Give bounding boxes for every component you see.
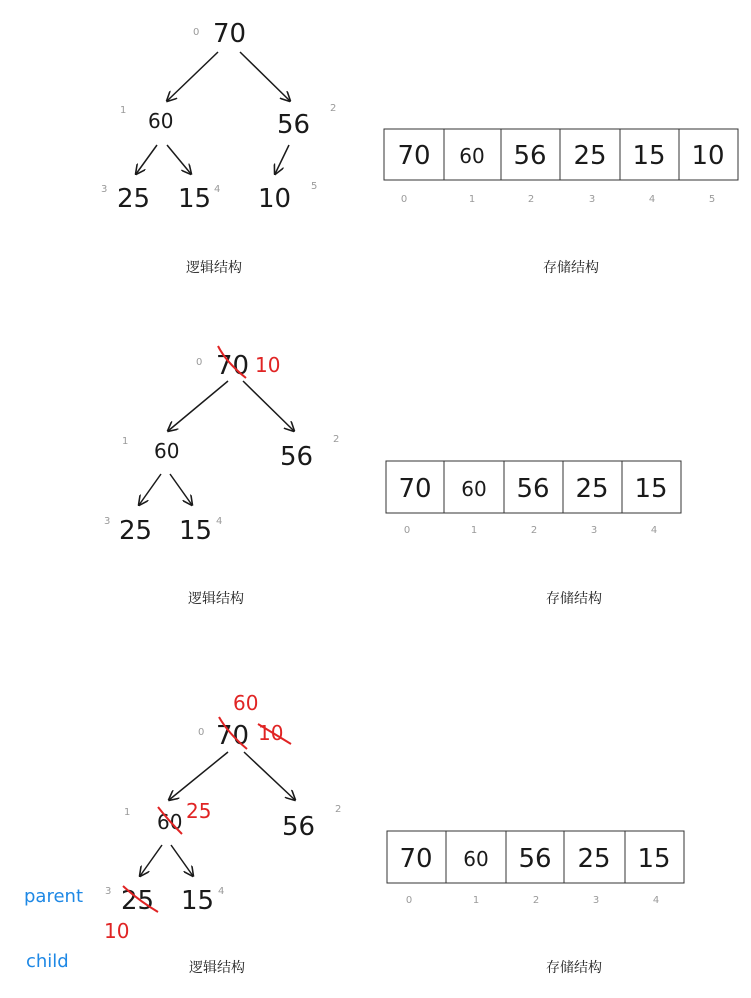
tree-index-4: 4 bbox=[214, 184, 221, 195]
tree-node-1: 60 bbox=[157, 810, 183, 834]
array-value-3: 25 bbox=[577, 844, 611, 874]
array-value-2: 56 bbox=[516, 474, 550, 504]
array-index-3: 3 bbox=[590, 525, 598, 536]
storage-array bbox=[386, 461, 681, 536]
array-index-5: 5 bbox=[708, 194, 716, 205]
tree-index-3: 3 bbox=[104, 516, 111, 527]
tree-index-4: 4 bbox=[216, 516, 223, 527]
array-value-4: 15 bbox=[632, 141, 666, 171]
edge-0-2 bbox=[240, 52, 290, 101]
label-child: child bbox=[26, 951, 69, 972]
edge-0-1 bbox=[167, 52, 218, 101]
tree-index-2: 2 bbox=[335, 804, 342, 815]
caption-logic: 逻辑结构 bbox=[186, 260, 242, 276]
array-index-1: 1 bbox=[470, 525, 478, 536]
edge-0-2 bbox=[244, 752, 295, 800]
tree-index-3: 3 bbox=[105, 886, 112, 897]
tree-index-1: 1 bbox=[120, 105, 127, 116]
node-1-annotation: 25 bbox=[186, 799, 212, 823]
tree-node-4: 15 bbox=[181, 886, 215, 916]
array-value-1: 60 bbox=[459, 144, 485, 168]
array-index-3: 3 bbox=[588, 194, 596, 205]
tree-index-0: 0 bbox=[198, 727, 205, 738]
tree-node-5: 10 bbox=[258, 184, 292, 214]
tree-index-0: 0 bbox=[196, 357, 203, 368]
edge-1-3 bbox=[139, 474, 161, 505]
array-value-0: 70 bbox=[399, 844, 433, 874]
edge-1-4 bbox=[170, 474, 192, 505]
tree-node-3: 25 bbox=[119, 516, 153, 546]
array-index-2: 2 bbox=[532, 895, 540, 906]
array-value-5: 10 bbox=[691, 141, 725, 171]
edge-1-4 bbox=[171, 845, 193, 876]
tree-node-4: 15 bbox=[179, 516, 213, 546]
tree-index-0: 0 bbox=[193, 27, 200, 38]
panel-1 bbox=[101, 19, 738, 276]
tree-node-2: 56 bbox=[280, 442, 314, 472]
array-value-3: 25 bbox=[573, 141, 607, 171]
array-index-1: 1 bbox=[468, 194, 476, 205]
array-index-1: 1 bbox=[472, 895, 480, 906]
tree-index-3: 3 bbox=[101, 184, 108, 195]
array-index-0: 0 bbox=[405, 895, 413, 906]
node-3-annotation: 10 bbox=[104, 919, 130, 943]
array-value-2: 56 bbox=[518, 844, 552, 874]
array-value-2: 56 bbox=[513, 141, 547, 171]
array-index-0: 0 bbox=[403, 525, 411, 536]
tree-index-4: 4 bbox=[218, 886, 225, 897]
tree-node-1: 60 bbox=[154, 439, 180, 463]
label-parent: parent bbox=[24, 886, 84, 907]
array-value-0: 70 bbox=[398, 474, 432, 504]
root-annotation-top: 60 bbox=[233, 691, 259, 715]
storage-array bbox=[387, 831, 684, 906]
storage-array bbox=[384, 129, 738, 205]
caption-logic: 逻辑结构 bbox=[189, 960, 245, 976]
edge-0-1 bbox=[168, 381, 228, 431]
tree-index-1: 1 bbox=[124, 807, 131, 818]
caption-storage: 存储结构 bbox=[546, 960, 602, 976]
panel-2 bbox=[104, 346, 681, 607]
tree-node-0: 70 bbox=[216, 351, 250, 381]
caption-logic: 逻辑结构 bbox=[188, 591, 244, 607]
root-annotation-struck: 10 bbox=[258, 721, 284, 745]
tree-index-1: 1 bbox=[122, 436, 129, 447]
array-value-0: 70 bbox=[397, 141, 431, 171]
array-value-3: 25 bbox=[575, 474, 609, 504]
tree-node-0: 70 bbox=[216, 721, 250, 751]
array-index-4: 4 bbox=[652, 895, 660, 906]
array-value-1: 60 bbox=[463, 847, 489, 871]
array-value-1: 60 bbox=[461, 477, 487, 501]
array-index-4: 4 bbox=[648, 194, 656, 205]
array-index-2: 2 bbox=[527, 194, 535, 205]
edge-1-3 bbox=[136, 145, 157, 174]
edge-1-4 bbox=[167, 145, 191, 174]
edge-0-1 bbox=[169, 752, 228, 800]
array-value-4: 15 bbox=[637, 844, 671, 874]
tree-node-4: 15 bbox=[178, 184, 212, 214]
caption-storage: 存储结构 bbox=[543, 260, 599, 276]
tree-node-0: 70 bbox=[213, 19, 247, 49]
tree-node-2: 56 bbox=[282, 812, 316, 842]
tree-index-2: 2 bbox=[333, 434, 340, 445]
array-index-3: 3 bbox=[592, 895, 600, 906]
tree-node-2: 56 bbox=[277, 110, 311, 140]
array-index-2: 2 bbox=[530, 525, 538, 536]
root-replacement: 10 bbox=[255, 353, 281, 377]
tree-node-3: 25 bbox=[117, 184, 151, 214]
tree-node-1: 60 bbox=[148, 109, 174, 133]
tree-index-5: 5 bbox=[311, 181, 318, 192]
edge-2-5 bbox=[275, 145, 289, 174]
array-index-4: 4 bbox=[650, 525, 658, 536]
edge-0-2 bbox=[243, 381, 294, 431]
array-index-0: 0 bbox=[400, 194, 408, 205]
caption-storage: 存储结构 bbox=[546, 591, 602, 607]
tree-node-3: 25 bbox=[121, 886, 155, 916]
panel-3 bbox=[24, 691, 684, 976]
edge-1-3 bbox=[140, 845, 162, 876]
array-value-4: 15 bbox=[634, 474, 668, 504]
tree-index-2: 2 bbox=[330, 103, 337, 114]
